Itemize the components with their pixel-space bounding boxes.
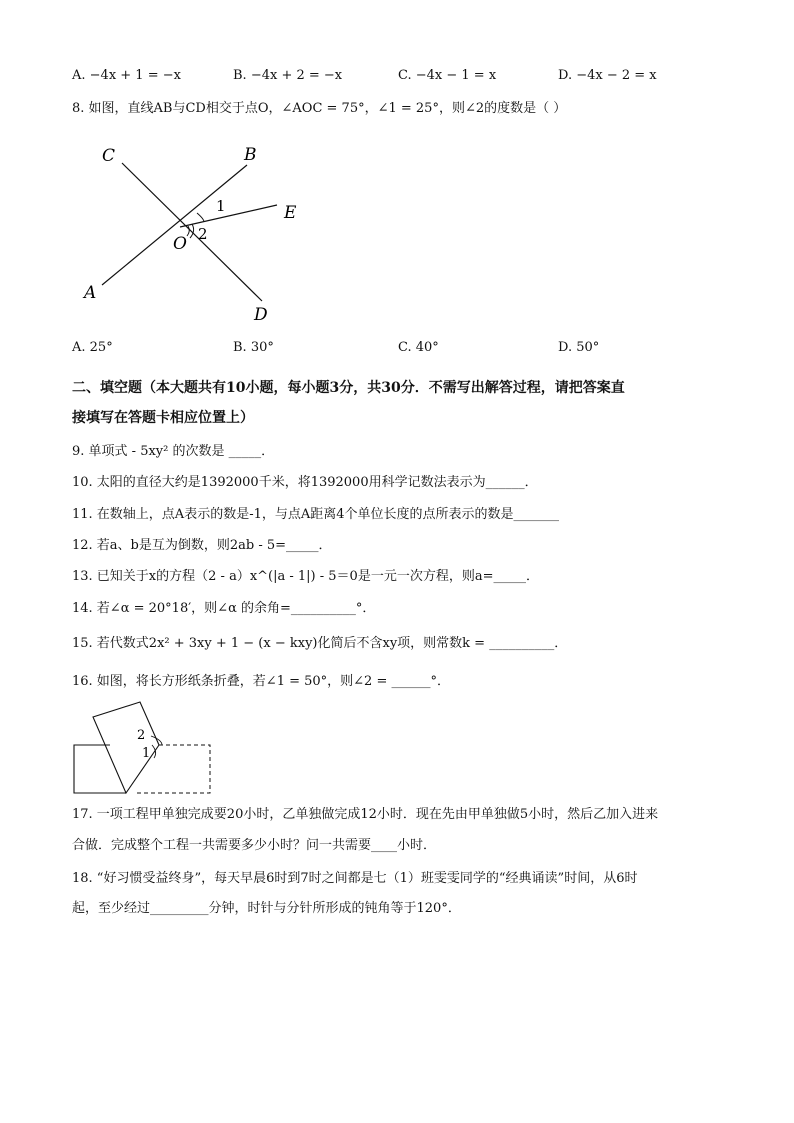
q7-option-a: A. −4x + 1 = −x (72, 68, 181, 83)
label-e: E (284, 203, 297, 223)
label-angle-2: 2 (198, 225, 208, 243)
q16-figure (72, 700, 217, 796)
label-d: D (254, 305, 268, 325)
line-ab (102, 165, 247, 285)
q8-option-c: C. 40° (398, 340, 439, 355)
label-c: C (102, 146, 116, 166)
fold-label-1: 1 (142, 746, 151, 761)
question-10: 10. 太阳的直径大约是1392000千米，将1392000用科学记数法表示为______． (72, 475, 538, 490)
angle-1-arc (197, 213, 204, 222)
section-heading-line1: 二、填空题（本大题共有10小题，每小题3分，共30分．不需写出解答过程，请把答案直 (72, 380, 625, 396)
angle-1-arc (152, 745, 156, 758)
question-13: 13. 已知关于x的方程（2 - a）x^(|a - 1|) - 5＝0是一元一次方程，则a=_____． (72, 569, 539, 584)
label-a: A (84, 283, 97, 303)
q7-option-c: C. −4x − 1 = x (398, 68, 497, 83)
q7-option-b: B. −4x + 2 = −x (233, 68, 343, 83)
question-18-line1: 18. “好习惯受益终身”，每天早晨6时到7时之间都是七（1）班雯雯同学的“经典诵读”时间，从6时 (72, 871, 638, 886)
strip-left (74, 745, 126, 793)
q7-option-d: D. −4x − 2 = x (558, 68, 657, 83)
question-18-line2: 起，至少经过_________分钟，时针与分针所形成的钝角等于120°． (72, 901, 461, 916)
question-11: 11. 在数轴上，点A表示的数是-1，与点A距离4个单位长度的点所表示的数是_______ (72, 507, 560, 522)
question-9: 9. 单项式 - 5xy² 的次数是 _____． (72, 444, 275, 459)
q8-stem: 8. 如图，直线AB与CD相交于点O，∠AOC = 75°，∠1 = 25°，则∠2的度数是（ ） (72, 101, 567, 116)
q8-figure (72, 135, 332, 330)
question-16: 16. 如图，将长方形纸条折叠，若∠1 = 50°，则∠2 = ______°． (72, 674, 450, 689)
q8-option-a: A. 25° (72, 340, 113, 355)
label-b: B (244, 145, 257, 165)
section-heading-line2: 接填写在答题卡相应位置上） (72, 410, 254, 426)
line-cd (122, 163, 262, 301)
question-14: 14. 若∠α = 20°18′，则∠α 的余角=__________°． (72, 601, 376, 616)
question-17-line2: 合做．完成整个工程一共需要多少小时？问一共需要____小时． (72, 838, 437, 853)
question-12: 12. 若a、b是互为倒数，则2ab - 5=_____． (72, 538, 332, 553)
q8-option-d: D. 50° (558, 340, 600, 355)
fold-label-2: 2 (137, 728, 146, 743)
question-17-line1: 17. 一项工程甲单独完成要20小时，乙单独做完成12小时．现在先由甲单独做5小时，然后乙加入进来 (72, 807, 659, 822)
question-15: 15. 若代数式2x² + 3xy + 1 − (x − kxy)化简后不含xy项，则常数k = __________． (72, 636, 568, 651)
q8-option-b: B. 30° (233, 340, 274, 355)
label-o: O (173, 234, 187, 254)
label-angle-1: 1 (216, 197, 226, 215)
